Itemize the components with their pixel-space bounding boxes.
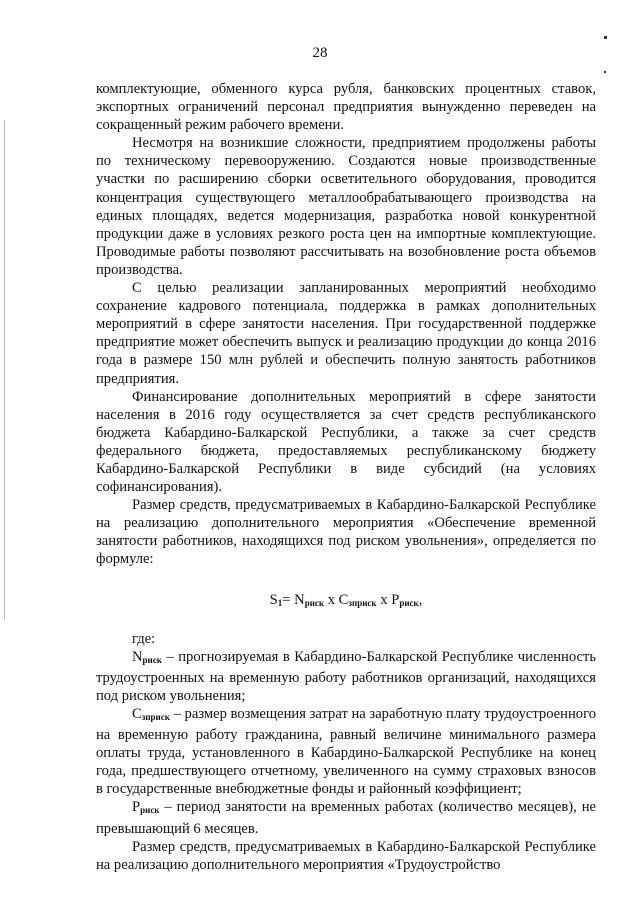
formula-symbol: S xyxy=(269,591,278,608)
formula-symbol: C xyxy=(338,591,349,608)
paragraph: комплектующие, обменного курса рубля, банковских процентных ставок, экспортных ограничений персонал предприятия вынужденно переведен на сокращенный режим рабочего времени. xyxy=(96,81,596,134)
formula-subscript: риск xyxy=(399,597,419,608)
paragraph: Несмотря на возникшие сложности, предприятием продолжены работы по техническому перевооружению. Создаются новые производственные участки по расширению сборки осветительного оборудования, проводится концентрация существующего металлообрабатывающего производства на единых площадях, ведется модернизация, разработка новой конкурентной продукции даже в условиях резкого роста цен на импортные комплектующие. Проводимые работы позволяют рассчитывать на возобновление роста объемов производства. xyxy=(96,135,596,278)
where-label: где: xyxy=(132,630,156,647)
formula-symbol: N xyxy=(294,591,305,608)
formula-punctuation: , xyxy=(418,591,423,608)
definition-symbol: P xyxy=(132,799,141,816)
paragraph: Размер средств, предусматриваемых в Кабардино-Балкарской Республике на реализацию дополнительного мероприятия «Обеспечение временной занятости работников, находящихся под риском увольнения», определяется по формуле: xyxy=(96,497,596,568)
scan-speck xyxy=(604,36,607,39)
formula-operator: x xyxy=(376,591,392,608)
definition-n xyxy=(96,648,596,705)
definition-c xyxy=(96,705,596,798)
formula-subscript: зприск xyxy=(348,597,377,608)
definition-text: – период занятости на временных работах (количество месяцев), не превышающий 6 месяцев. xyxy=(96,799,596,837)
definition-subscript: зприск xyxy=(141,712,170,722)
document-body xyxy=(96,80,596,874)
paragraph: С целью реализации запланированных мероприятий необходимо сохранение кадрового потенциала, поддержка в рамках дополнительных мероприятий в сфере занятости населения. При государственной поддержке предприятие может обеспечить выпуск и реализацию продукции до конца 2016 года в размере 150 млн рублей и обеспечить полную занятость работников предприятия. xyxy=(96,280,596,387)
scan-speck xyxy=(604,71,606,73)
formula-subscript: 1 xyxy=(277,597,283,608)
definition-p xyxy=(96,798,596,837)
definition-text: – размер возмещения затрат на заработную плату трудоустроенного на временную работу гражданина, равный величине минимального размера оплаты труда, установленного в Кабардино-Балкарской Республике на конец года, предшествующего отчетному, увеличенного на сумму страховых взносов в государственные внебюджетные фонды и районный коэффициент; xyxy=(96,706,596,798)
definition-symbol: N xyxy=(132,648,143,665)
formula-operator: x xyxy=(324,591,339,608)
definition-subscript: риск xyxy=(140,805,160,816)
page-number: 28 xyxy=(312,45,328,61)
scan-margin-line xyxy=(4,120,5,620)
paragraph: Размер средств, предусматриваемых в Кабардино-Балкарской Республике на реализацию дополнительного мероприятия «Трудоустройство xyxy=(96,838,596,873)
paragraph: Финансирование дополнительных мероприятий в сфере занятости населения в 2016 году осуществляется за счет средств республиканского бюджета Кабардино-Балкарской Республики, а также за счет средств федерального бюджета, предоставляемых республиканскому бюджету Кабардино-Балкарской Республики в виде субсидий (на условиях софинансирования). xyxy=(96,388,596,496)
formula xyxy=(96,591,596,612)
definition-text: – прогнозируемая в Кабардино-Балкарской Республике численность трудоустроенных на временную работу работников организаций, находящихся под риском увольнения; xyxy=(96,648,596,704)
formula-operator: = xyxy=(282,591,295,608)
formula-subscript: риск xyxy=(304,597,325,608)
formula-symbol: P xyxy=(391,591,400,608)
definition-symbol: C xyxy=(132,706,142,722)
definition-subscript: риск xyxy=(142,654,162,665)
